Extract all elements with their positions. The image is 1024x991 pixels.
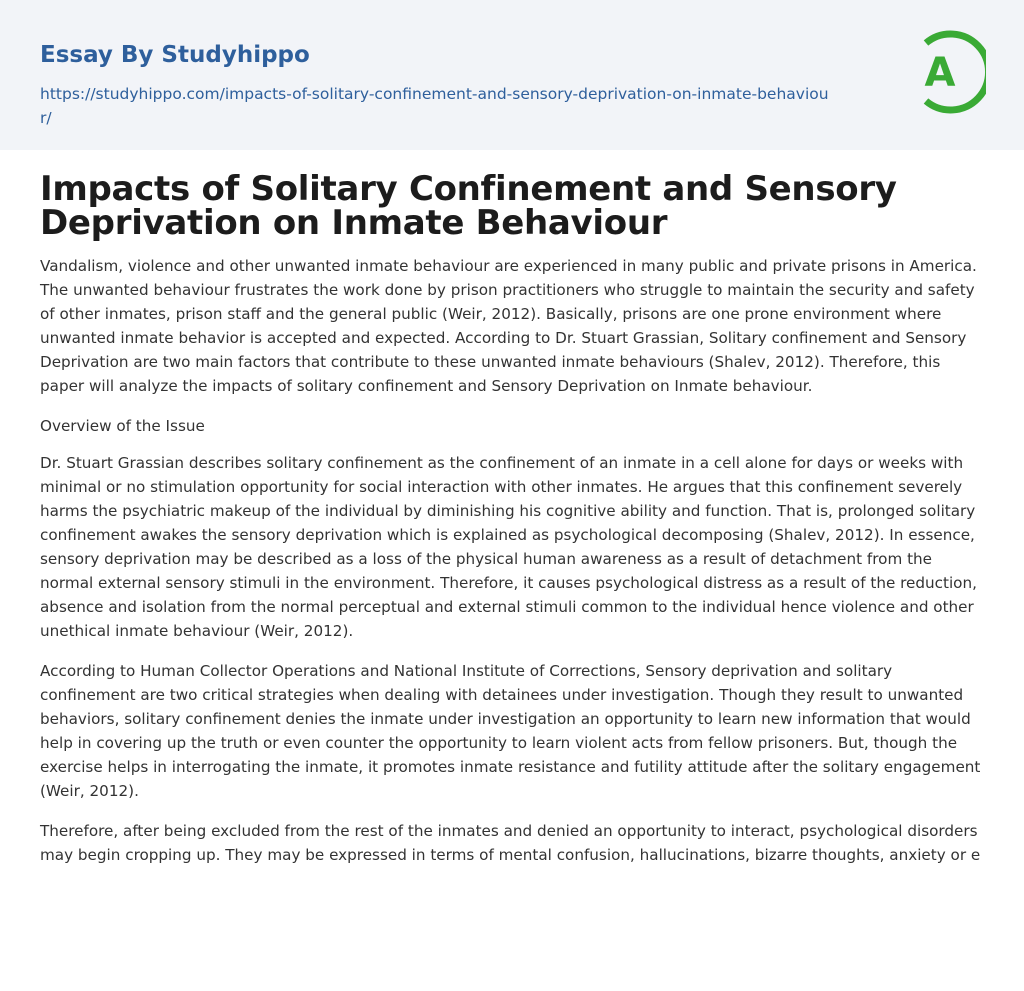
page-header <box>0 0 1024 150</box>
studyhippo-a-logo-icon[interactable] <box>912 29 986 115</box>
paragraph-disorders: Therefore, after being excluded from the rest of the inmates and denied an opportunity to interact, psychological disorders may begin cropping up. They may be expressed in terms of mental confusion, hallucinations, bizarre thoughts, anxiety or e <box>40 822 981 864</box>
logo-letter: A <box>924 50 956 96</box>
paragraph-overview: Dr. Stuart Grassian describes solitary confinement as the confinement of an inmate in a cell alone for days or weeks with minimal or no stimulation opportunity for social interaction with other inmates. He argues that this confinement severely harms the psychiatric makeup of the individual by diminishing his cognitive ability and function. That is, prolonged solitary confinement awakes the sensory deprivation which is explained as psychological decomposing (Shalev, 2012). In essence, sensory deprivation may be described as a loss of the physical human awareness as a result of detachment from the normal external sensory stimuli in the environment. Therefore, it causes psychological distress as a result of the reduction, absence and isolation from the normal perceptual and external stimuli common to the individual hence violence and other unethical inmate behaviour (Weir, 2012). <box>40 454 977 640</box>
essay-url-link[interactable]: https://studyhippo.com/impacts-of-solitary-confinement-and-sensory-deprivation-on-inmate-behaviour/ <box>40 85 829 127</box>
article-title: Impacts of Solitary Confinement and Sensory Deprivation on Inmate Behaviour <box>40 169 897 243</box>
article-body <box>0 150 1024 867</box>
section-heading-overview: Overview of the Issue <box>40 417 205 435</box>
paragraph-intro: Vandalism, violence and other unwanted inmate behaviour are experienced in many public and private prisons in America. The unwanted behaviour frustrates the work done by prison practitioners who struggle to maintain the security and safety of other inmates, prison staff and the general public (Weir, 2012). Basically, prisons are one prone environment where unwanted inmate behavior is accepted and expected. According to Dr. Stuart Grassian, Solitary confinement and Sensory Deprivation are two main factors that contribute to these unwanted inmate behaviours (Shalev, 2012). Therefore, this paper will analyze the impacts of solitary confinement and Sensory Deprivation on Inmate behaviour. <box>40 257 977 395</box>
brand-link[interactable]: Essay By Studyhippo <box>40 42 310 68</box>
paragraph-strategies: According to Human Collector Operations and National Institute of Corrections, Sensory deprivation and solitary confinement are two critical strategies when dealing with detainees under investigation. Though they result to unwanted behaviors, solitary confinement denies the inmate under investigation an opportunity to learn new information that would help in covering up the truth or even counter the opportunity to learn violent acts from fellow prisoners. But, though the exercise helps in interrogating the inmate, it promotes inmate resistance and futility attitude after the solitary engagement (Weir, 2012). <box>40 662 981 800</box>
